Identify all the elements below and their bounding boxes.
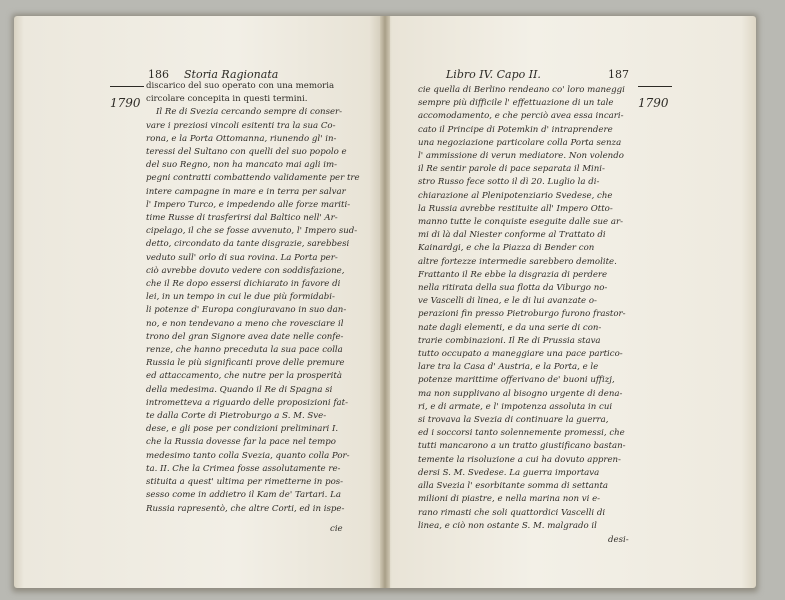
text-line: sesso come in addietro il Kam de' Tartari. La <box>146 490 341 501</box>
text-line: che il Re dopo essersi dichiarato in favore di <box>146 279 341 290</box>
left-running-head: Storia Ragionata <box>184 68 279 81</box>
text-line: potenze marittime offerivano de' buoni uffizj, <box>418 375 615 386</box>
text-line: altre fortezze intermedie sarebbero demolite. <box>418 256 617 267</box>
text-line: alla Svezia l' esorbitante somma di settanta <box>418 481 609 492</box>
text-line: cipelago, il che se fosse avvenuto, l' Impero sud- <box>146 226 358 237</box>
text-line: cato il Principe di Potemkin d' intraprendere <box>418 124 613 135</box>
text-line: discarico del suo operato con una memoria <box>146 81 335 91</box>
text-line: time Russe di trasferirsi dal Baltico nell' Ar- <box>146 213 338 224</box>
text-line: ed attaccamento, che nutre per la prosperità <box>146 371 342 382</box>
left-page <box>14 16 384 588</box>
text-line: manno tutte le conquiste eseguite dalle sue ar- <box>418 217 623 228</box>
text-line: cie quella di Berlino rendeano co' loro maneggi <box>418 85 625 95</box>
right-page <box>386 16 756 588</box>
text-line: lei, in un tempo in cui le due più formidabi- <box>146 292 335 303</box>
book-gutter <box>380 16 390 588</box>
right-page-number: 187 <box>608 68 629 81</box>
text-line: l' ammissione di verun mediatore. Non volendo <box>418 151 624 162</box>
left-page-text <box>146 80 364 516</box>
text-line: lare tra la Casa d' Austria, e la Porta, e le <box>418 362 599 373</box>
text-line: della medesima. Quando il Re di Spagna si <box>146 384 333 395</box>
text-line: chiarazione al Plenipotenziario Svedese, che <box>418 190 613 201</box>
text-line: no, e non tendevano a meno che rovesciare il <box>146 318 344 329</box>
text-line: nella ritirata della sua flotta da Viburgo no- <box>418 283 608 294</box>
text-line: veduto sull' orlo di sua rovina. La Porta per- <box>146 252 338 263</box>
text-line: Russia rapresentò, che altre Corti, ed in ispe- <box>146 503 345 514</box>
text-line: una negoziazione particolare colla Porta senza <box>418 137 622 148</box>
text-line: tutto occupato a maneggiare una pace partico- <box>418 349 623 360</box>
text-line: temente la risoluzione a cui ha dovuto appren- <box>418 454 621 465</box>
text-line: stro Russo fece sotto il dì 20. Luglio la di- <box>418 177 600 188</box>
text-line: medesimo tanto colla Svezia, quanto colla Por- <box>146 450 350 461</box>
text-line: ve Vascelli di linea, e le di lui avanzate o- <box>418 296 597 307</box>
right-catchword: desi- <box>608 535 629 545</box>
text-line: ta. II. Che la Crimea fosse assolutamente re- <box>146 463 341 474</box>
text-line: li potenze d' Europa congiuravano in suo dan- <box>146 305 347 316</box>
text-line: ciò avrebbe dovuto vedere con soddisfazione, <box>146 265 345 276</box>
text-line: Kainardgi, e che la Piazza di Bender con <box>418 243 595 254</box>
text-line: dese, e gli pose per condizioni preliminari I. <box>146 424 339 435</box>
text-line: mi di là dal Niester conforme al Trattato di <box>418 230 606 241</box>
text-line: la Russia avrebbe restituite all' Impero Otto- <box>418 203 613 214</box>
text-line: nate dagli elementi, e da una serie di con- <box>418 322 602 333</box>
text-line: rona, e la Porta Ottomanna, riunendo gl' in- <box>146 133 337 144</box>
text-line: pegni contratti combattendo validamente per tre <box>146 173 360 184</box>
open-book <box>14 16 756 588</box>
text-line: ri, e di armate, e l' impotenza assoluta in cui <box>418 401 613 412</box>
text-line: l' Impero Turco, e impedendo alle forze mariti- <box>146 199 351 210</box>
text-line: Il Re di Svezia cercando sempre di conser- <box>156 107 343 118</box>
text-line: Frattanto il Re ebbe la disgrazia di perdere <box>418 269 608 280</box>
text-line: trono del gran Signore avea date nelle confe- <box>146 331 344 342</box>
text-line: il Re sentir parole di pace separata il Mini- <box>418 164 605 175</box>
text-line: trarie combinazioni. Il Re di Prussia stava <box>418 335 601 346</box>
text-line: linea, e ciò non ostante S. M. malgrado il <box>418 520 597 531</box>
text-line: circolare concepita in questi termini. <box>146 94 308 105</box>
text-line: stituita a quest' ultima per rimetterne in pos- <box>146 477 344 488</box>
left-catchword: cie <box>330 524 343 534</box>
right-year-marker: 1790 <box>638 96 669 110</box>
right-year-rule <box>638 86 672 87</box>
left-page-number: 186 <box>148 68 169 81</box>
text-line: vare i preziosi vincoli esitenti tra la sua Co- <box>146 120 336 131</box>
text-line: detto, circondato da tante disgrazie, sarebbesi <box>146 239 350 250</box>
text-line: accomodamento, e che perciò avea essa incari- <box>418 111 624 122</box>
text-line: perazioni fin presso Pietroburgo furono frastor- <box>418 309 626 320</box>
text-line: che la Russia dovesse far la pace nel tempo <box>146 437 336 448</box>
text-line: rano rimasti che soli quattordici Vascelli di <box>418 507 606 518</box>
text-line: dersi S. M. Svedese. La guerra importava <box>418 467 600 478</box>
text-line: tutti mancarono a un tratto giustificano bastan- <box>418 441 626 452</box>
left-year-rule <box>110 86 144 87</box>
text-line: Russia le più significanti prove delle premure <box>146 358 345 369</box>
text-line: del suo Regno, non ha mancato mai agli im- <box>146 160 338 171</box>
text-line: teressi del Sultano con quelli del suo popolo e <box>146 147 347 158</box>
text-line: ed i soccorsi tanto solennemente promessi, che <box>418 428 625 439</box>
text-line: ma non supplivano al bisogno urgente di dena- <box>418 388 623 399</box>
text-line: milioni di piastre, e nella marina non vi e- <box>418 494 601 505</box>
right-running-head: Libro IV. Capo II. <box>446 68 541 81</box>
text-line: renze, che hanno preceduta la sua pace colla <box>146 345 343 356</box>
text-line: intrometteva a riguardo delle proposizioni fat- <box>146 397 348 408</box>
text-line: sempre più difficile l' effettuazione di un tale <box>418 98 614 109</box>
right-page-text <box>418 84 640 533</box>
left-year-marker: 1790 <box>110 96 141 110</box>
text-line: te dalla Corte di Pietroburgo a S. M. Sve- <box>146 411 327 422</box>
text-line: intere campagne in mare e in terra per salvar <box>146 186 346 197</box>
text-line: si trovava la Svezia di continuare la guerra, <box>418 415 609 426</box>
